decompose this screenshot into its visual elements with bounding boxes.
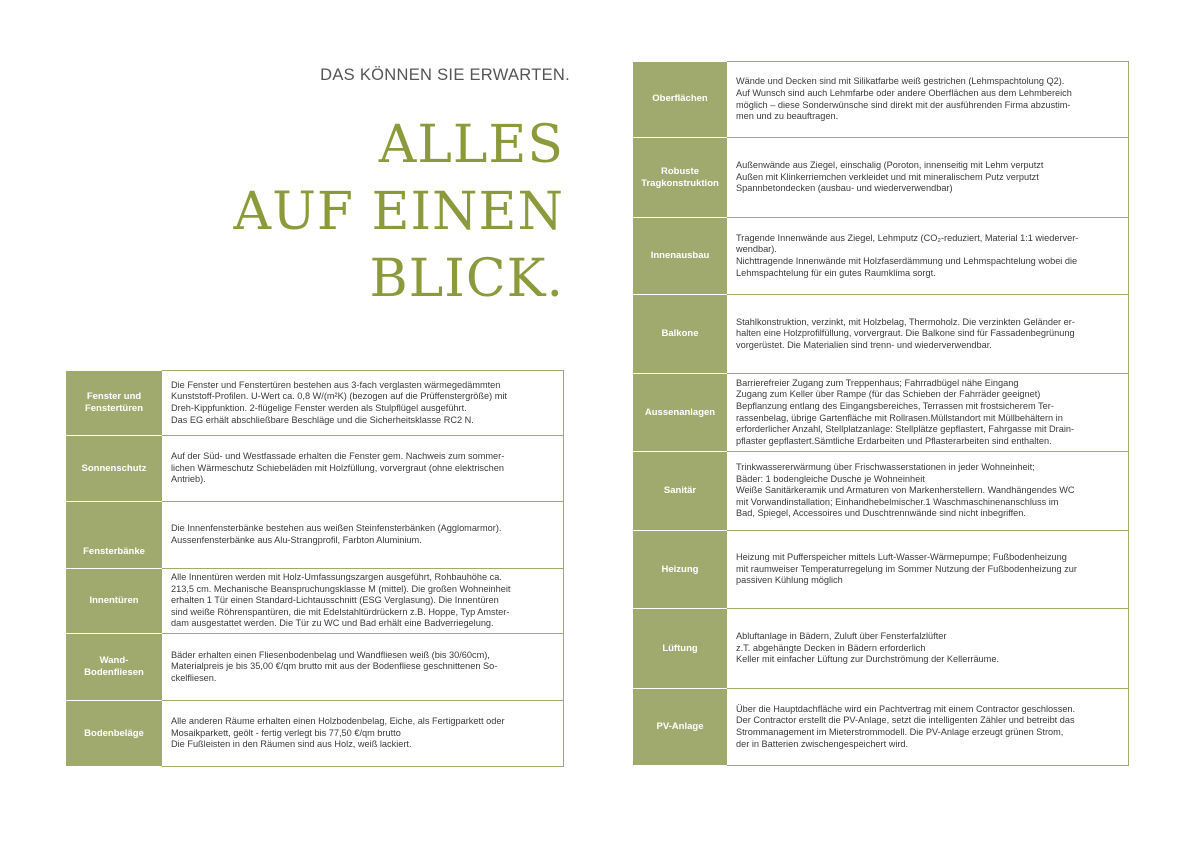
row-text: Alle Innentüren werden mit Holz-Umfassungszargen ausgeführt, Rohbauhöhe ca. 213,5 cm. Mechanische Beanspruchungsklasse M (mittel). Die großen Wohneinheit erhalten 1 Tür einen Standard-Lichtausschnitt (ESG Verglasung). Die Innentüren sind weiße Röhrenspantüren, die mit Edelstahltürdrückern z.B. Hoppe, Typ Amster- dam ausgestattet werden. Die Tür zu WC und Bad erhält eine Badverriegelung. [162, 569, 564, 634]
row-label: Innentüren [66, 569, 162, 634]
row-text: Tragende Innenwände aus Ziegel, Lehmputz (CO₂-reduziert, Material 1:1 wiederver- wendbar). Nichttragende Innenwände mit Holzfaserdämmung und Lehmspachtelung wobei die Lehmspachtelung für ein gutes Raumklima sorgt. [727, 218, 1129, 295]
row-label: Bodenbeläge [66, 701, 162, 767]
table-row [633, 295, 1129, 374]
table-row [66, 371, 564, 436]
spec-table-left [66, 370, 564, 767]
row-text: Abluftanlage in Bädern, Zuluft über Fensterfalzlüfter z.T. abgehängte Decken in Bädern erforderlich Keller mit einfacher Lüftung zur Durchströmung der Kellerräume. [727, 609, 1129, 689]
spec-table-right [633, 61, 1129, 766]
table-row [633, 374, 1129, 452]
row-label: Robuste Tragkonstruktion [633, 138, 727, 218]
row-text: Auf der Süd- und Westfassade erhalten die Fenster gem. Nachweis zum sommer- lichen Wärmeschutz Schiebeläden mit Holzfüllung, vorvergraut (ohne elektrischen Antrieb). [162, 436, 564, 502]
row-label: Lüftung [633, 609, 727, 689]
section-subtitle: DAS KÖNNEN SIE ERWARTEN. [320, 66, 570, 84]
row-text: Stahlkonstruktion, verzinkt, mit Holzbelag, Thermoholz. Die verzinkten Geländer er- halten eine Holzprofilfüllung, vorvergraut. Die Balkone sind für Fassadenbegrünung vorgerüstet. Die Materialien sind trenn- und wiederverwendbar. [727, 295, 1129, 374]
table-row [633, 138, 1129, 218]
row-label: Wand- Bodenfliesen [66, 634, 162, 701]
row-label: Aussenanlagen [633, 374, 727, 452]
row-label: Heizung [633, 531, 727, 609]
row-text: Außenwände aus Ziegel, einschalig (Poroton, innenseitig mit Lehm verputzt Außen mit Klinkerriemchen verkleidet und mit mineralischem Putz verputzt Spannbetondecken (ausbau- und wiederverwendbar) [727, 138, 1129, 218]
row-label: Balkone [633, 295, 727, 374]
table-row [66, 436, 564, 502]
headline-line-1: ALLES [378, 115, 564, 175]
headline-line-3: BLICK. [369, 249, 564, 309]
row-text: Alle anderen Räume erhalten einen Holzbodenbelag, Eiche, als Fertigparkett oder Mosaikparkett, geölt - fertig verlegt bis 77,50 €/qm brutto Die Fußleisten in den Räumen sind aus Holz, weiß lackiert. [162, 701, 564, 767]
row-text: Barrierefreier Zugang zum Treppenhaus; Fahrradbügel nähe Eingang Zugang zum Keller über Rampe (für das Schieben der Fahrräder geeignet) Bepflanzung entlang des Eingangsbereiches, Terrassen mit frostsicherem Ter- rassenbelag, übrige Gartenfläche mit Rollrasen.Müllstandort mit Müllbehältern in erforderlicher Anzahl, Stellplatzanlage: Stellplätze gepflastert, Fahrgasse mit Drain- pflaster gepflastert.Sämtliche Erdarbeiten und Pflasterarbeiten sind enthalten. [727, 374, 1129, 452]
row-label: Sonnenschutz [66, 436, 162, 502]
row-label: Fenster und Fenstertüren [66, 371, 162, 436]
row-label: PV-Anlage [633, 689, 727, 766]
table-row [633, 609, 1129, 689]
table-row [633, 689, 1129, 766]
table-row [66, 701, 564, 767]
row-text: Heizung mit Pufferspeicher mittels Luft-Wasser-Wärmepumpe; Fußbodenheizung mit raumweiser Temperaturregelung im Sommer Nutzung der Fußbodenheizung zur passiven Kühlung möglich [727, 531, 1129, 609]
row-label: Fensterbänke [66, 502, 162, 569]
row-text: Über die Hauptdachfläche wird ein Pachtvertrag mit einem Contractor geschlossen. Der Contractor erstellt die PV-Anlage, setzt die intelligenten Zähler und betreibt das Strommanagement im Mieterstrommodell. Die PV-Anlage erzeugt grünen Strom, der in Batterien zwischengespeichert wird. [727, 689, 1129, 766]
row-text: Die Fenster und Fenstertüren bestehen aus 3-fach verglasten wärmegedämmten Kunststoff-Profilen. U-Wert ca. 0,8 W/(m²K) (bezogen auf die Prüffenstergröße) mit Dreh-Kippfunktion. 2-flügelige Fenster werden als Stulpflügel ausgeführt. Das EG erhält abschließbare Beschläge und die Sicherheitsklasse RC2 N. [162, 371, 564, 436]
table-row [633, 218, 1129, 295]
table-row [66, 569, 564, 634]
table-row [633, 531, 1129, 609]
row-label: Innenausbau [633, 218, 727, 295]
table-row [66, 502, 564, 569]
headline-line-2: AUF EINEN [233, 182, 564, 242]
headline [150, 112, 564, 313]
row-label: Sanitär [633, 452, 727, 531]
row-text: Trinkwassererwärmung über Frischwasserstationen in jeder Wohneinheit; Bäder: 1 bodengleiche Dusche je Wohneinheit Weiße Sanitärkeramik und Armaturen von Markenherstellern. Wandhängendes WC mit Vorwandinstallation; Einhandhebelmischer.1 Waschmaschinenanschluss im Bad, Spiegel, Accessoires und Duschtrennwände sind nicht inbegriffen. [727, 452, 1129, 531]
table-row [633, 452, 1129, 531]
table-row [633, 62, 1129, 138]
table-row [66, 634, 564, 701]
row-text: Bäder erhalten einen Fliesenbodenbelag und Wandfliesen weiß (bis 30/60cm), Materialpreis je bis 35,00 €/qm brutto mit aus der Bodenfliese geschnittenen So- ckelfliesen. [162, 634, 564, 701]
row-text: Die Innenfensterbänke bestehen aus weißen Steinfensterbänken (Agglomarmor). Aussenfensterbänke aus Alu-Strangprofil, Farbton Aluminium. [162, 502, 564, 569]
row-text: Wände und Decken sind mit Silikatfarbe weiß gestrichen (Lehmspachtolung Q2). Auf Wunsch sind auch Lehmfarbe oder andere Oberflächen aus dem Lehmbereich möglich – diese Sonderwünsche sind direkt mit der ausführenden Firma abzustim- men und zu beauftragen. [727, 62, 1129, 138]
row-label: Oberflächen [633, 62, 727, 138]
